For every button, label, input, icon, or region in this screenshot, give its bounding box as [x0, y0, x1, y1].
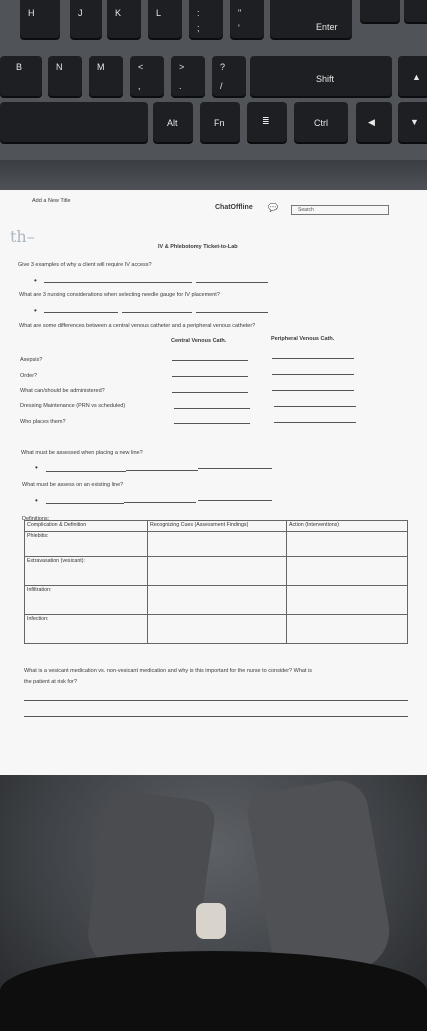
search-input: Search: [291, 205, 389, 215]
key-comma: < ,: [130, 56, 164, 96]
table-cell: [148, 557, 287, 586]
key-alt: Alt: [153, 102, 193, 142]
key-slash: ? /: [212, 56, 246, 96]
answer-line: [172, 392, 248, 393]
key-arrow-down: ▼: [398, 102, 427, 142]
complications-table: [24, 520, 408, 644]
answer-line: [126, 470, 198, 471]
answer-line: [174, 408, 250, 409]
key-menu: ≣: [247, 102, 287, 142]
table-cell: [148, 532, 287, 557]
answer-line: [172, 360, 248, 361]
definitions-label: Definitions:: [22, 516, 50, 522]
table-header-row: [25, 521, 408, 532]
table-row: [25, 615, 408, 644]
answer-line: [272, 390, 354, 391]
answer-line: [274, 422, 356, 423]
answer-line: [198, 500, 272, 501]
key-period: > .: [171, 56, 205, 96]
key-m: M: [89, 56, 123, 96]
answer-line: [196, 282, 268, 283]
table-cell: [287, 557, 408, 586]
key-ctrl: Ctrl: [294, 102, 348, 142]
answer-line: [44, 312, 118, 313]
answer-line: [24, 700, 408, 701]
answer-line: [122, 312, 192, 313]
key-j: J: [70, 0, 102, 38]
key-spacebar: [0, 102, 148, 142]
table-row-label: Extravasation (vesicant):: [25, 557, 148, 586]
key-n: N: [48, 56, 82, 96]
table-row-label: Infiltration:: [25, 586, 148, 615]
key-b: B: [0, 56, 42, 96]
bullet: •: [35, 463, 38, 472]
table-cell: [287, 532, 408, 557]
table-row-label: Infection:: [25, 615, 148, 644]
key-l: L: [148, 0, 182, 38]
compare-row-label: Dressing Maintenance (PRN vs scheduled): [20, 403, 126, 409]
key-extra-top2: [404, 0, 427, 22]
answer-line: [122, 282, 192, 283]
knee-foreground: [0, 951, 427, 1031]
key-extra-top: [360, 0, 400, 22]
compare-row-label: Order?: [20, 373, 38, 379]
key-h: H: [20, 0, 60, 38]
tab-title: Add a New Title: [32, 198, 71, 204]
brand-logo: ChatOffline: [215, 204, 253, 211]
key-k: K: [107, 0, 141, 38]
table-header: Complication & Definition: [25, 521, 148, 532]
bullet: •: [34, 306, 37, 315]
answer-line: [274, 406, 356, 407]
answer-line: [196, 312, 268, 313]
table-row: [25, 586, 408, 615]
keyboard: [0, 0, 427, 160]
question-6-line-2: the patient at risk for?: [24, 679, 77, 685]
question-5: What must be assess on an existing line?: [22, 482, 124, 488]
key-arrow-left: ◀: [356, 102, 392, 142]
worksheet-paper: [0, 190, 427, 775]
table-row: [25, 557, 408, 586]
key-colon: : ;: [189, 0, 223, 38]
question-2: What are 3 nursing considerations when selecting needle gauge for IV placement?: [19, 292, 220, 298]
answer-line: [44, 282, 122, 283]
bullet: •: [34, 276, 37, 285]
answer-line: [46, 503, 124, 504]
table-cell: [148, 586, 287, 615]
table-cell: [287, 615, 408, 644]
table-cell: [287, 586, 408, 615]
table-row-label: Phlebitis:: [25, 532, 148, 557]
table-header: Action (Interventions): [287, 521, 408, 532]
key-quote: " ': [230, 0, 264, 38]
answer-line: [198, 468, 272, 469]
shoe: [196, 903, 226, 939]
col-central: Central Venous Cath.: [171, 338, 227, 344]
key-shift: Shift: [250, 56, 392, 96]
question-3: What are some differences between a central venous catheter and a peripheral venous catheter?: [19, 323, 256, 329]
table-header: Recognizing Cues (Assessment Findings): [148, 521, 287, 532]
answer-line: [124, 502, 196, 503]
key-arrow-up: ▲: [398, 56, 427, 96]
question-1: Give 3 examples of why a client will require IV access?: [18, 262, 152, 268]
table-cell: [148, 615, 287, 644]
key-fn: Fn: [200, 102, 240, 142]
answer-line: [24, 716, 408, 717]
compare-row-label: Asepsis?: [20, 357, 43, 363]
answer-line: [46, 471, 126, 472]
answer-line: [272, 358, 354, 359]
question-6-line-1: What is a vesicant medication vs. non-vesicant medication and why is this important for the nurse to consider? What is: [24, 668, 312, 674]
col-peripheral: Peripheral Venous Cath.: [271, 336, 335, 342]
floor-background: [0, 775, 427, 1024]
answer-line: [272, 374, 354, 375]
answer-line: [172, 376, 248, 377]
table-row: [25, 532, 408, 557]
worksheet-title: IV & Phlebotomy Ticket-to-Lab: [158, 244, 238, 250]
watermark-scribble: th–: [10, 227, 35, 246]
answer-line: [174, 423, 250, 424]
compare-row-label: Who places them?: [20, 419, 66, 425]
chat-bubble-icon: 💬: [268, 203, 278, 212]
compare-row-label: What can/should be administered?: [20, 388, 105, 394]
key-enter: Enter: [270, 0, 352, 38]
bullet: •: [35, 496, 38, 505]
question-4: What must be assessed when placing a new line?: [21, 450, 143, 456]
